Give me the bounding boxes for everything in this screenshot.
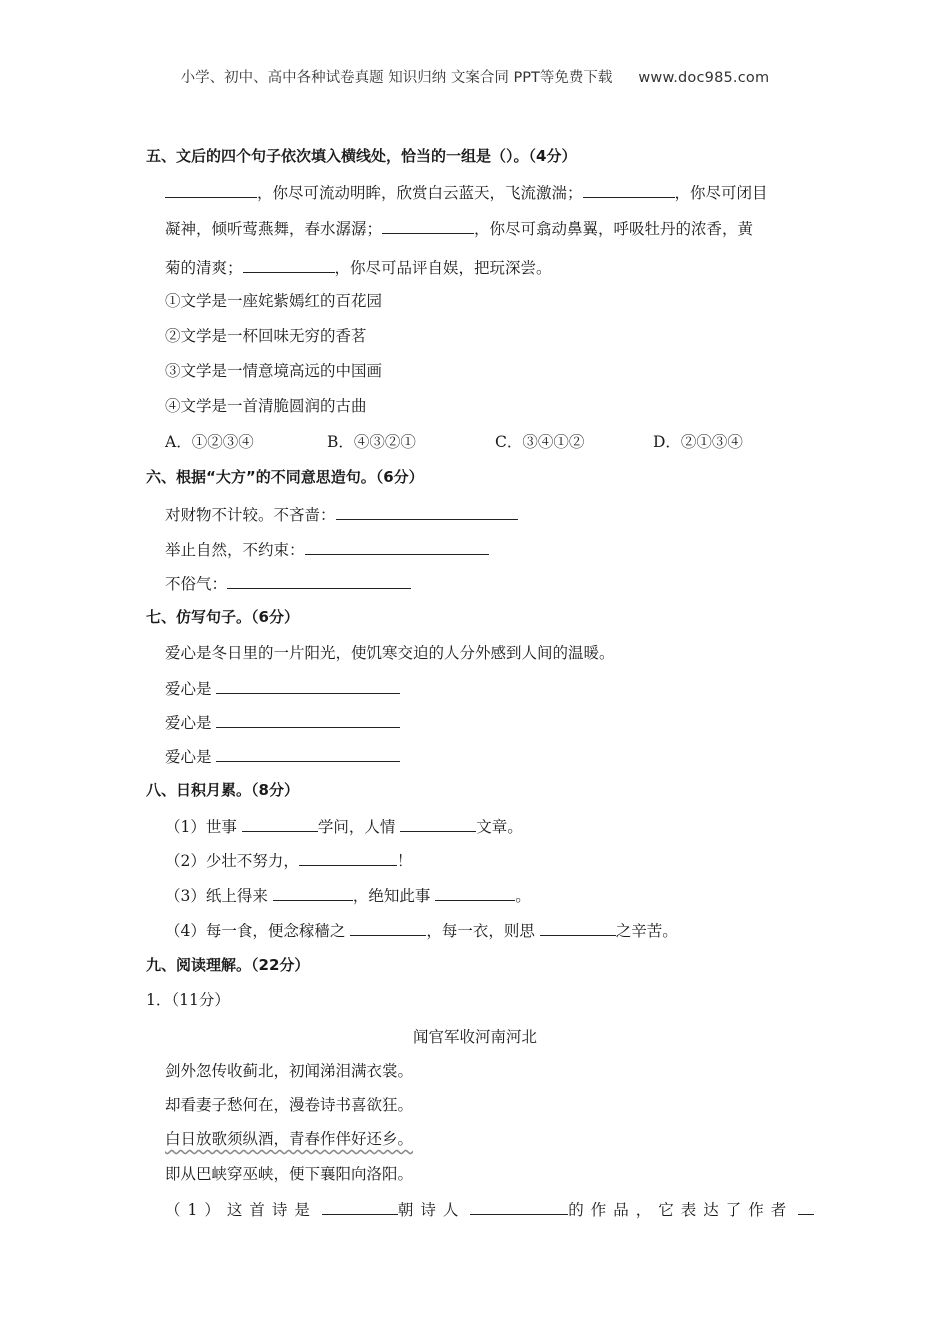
s8-line-4: （4）每一食，便念稼穑之 ，每一衣，则思 之辛苦。 [165,919,678,942]
answer-blank[interactable] [382,217,474,234]
s6-line: 举止自然，不约束： [165,538,489,561]
answer-blank[interactable] [216,677,400,694]
poem-line: 即从巴峡穿巫峡，便下襄阳向洛阳。 [165,1165,414,1183]
answer-blank[interactable] [243,256,335,273]
s6-line: 不俗气： [165,572,411,595]
s5-paragraph-line-3: 菊的清爽； ，你尽可品评自娱，把玩深尝。 [165,256,552,279]
s7-line: 爱心是 [165,677,400,700]
option-a[interactable]: A．①②③④ [165,433,254,451]
answer-blank[interactable] [216,711,400,728]
s9-subquestion-1: （1）这首诗是 朝诗人 的作品，它表达了作者 [165,1198,814,1221]
s5-options [165,431,743,453]
s6-line: 对财物不计较。不吝啬： [165,503,518,526]
s8-line-2: （2）少壮不努力， ！ [165,849,412,872]
section-8-title: 八、日积月累。（8分） [146,781,299,799]
option-b[interactable]: B．④③②① [327,433,416,451]
answer-blank[interactable] [216,745,400,762]
poem-title: 闻官军收河南河北 [412,1028,537,1046]
s7-line: 爱心是 [165,711,400,734]
answer-blank[interactable] [435,884,515,901]
answer-blank[interactable] [540,919,616,936]
answer-blank[interactable] [470,1198,568,1215]
poem-line: 剑外忽传收蓟北，初闻涕泪满衣裳。 [165,1062,414,1080]
answer-blank[interactable] [400,815,476,832]
answer-blank[interactable] [350,919,426,936]
answer-blank[interactable] [299,849,397,866]
answer-blank[interactable] [583,181,675,198]
answer-blank[interactable] [227,572,411,589]
poem-line: 白日放歌须纵酒，青春作伴好还乡。 [165,1130,414,1148]
option-c[interactable]: C．③④①② [495,433,585,451]
answer-blank[interactable] [242,815,318,832]
answer-blank[interactable] [273,884,353,901]
answer-blank[interactable] [798,1198,814,1215]
section-7-title: 七、仿写句子。（6分） [146,608,299,626]
s5-item: ④文学是一首清脆圆润的古曲 [165,397,367,415]
answer-blank[interactable] [336,503,518,520]
s5-paragraph-line-1: ，你尽可流动明眸，欣赏白云蓝天，飞流激湍； ，你尽可闭目 [165,181,768,204]
s5-item: ③文学是一情意境高远的中国画 [165,362,383,380]
poem-line: 却看妻子愁何在，漫卷诗书喜欲狂。 [165,1096,414,1114]
s5-item: ②文学是一杯回味无穷的香茗 [165,327,367,345]
section-9-title: 九、阅读理解。（22分） [146,956,310,974]
answer-blank[interactable] [305,538,489,555]
s7-example: 爱心是冬日里的一片阳光，使饥寒交迫的人分外感到人间的温暖。 [165,644,615,662]
header-url[interactable]: www.doc985.com [638,70,770,86]
s7-line: 爱心是 [165,745,400,768]
s5-item: ①文学是一座姹紫嫣红的百花园 [165,292,383,310]
s8-line-1: （1）世事 学问，人情 文章。 [165,815,523,838]
s5-paragraph-line-2: 凝神，倾听莺燕舞，春水潺潺； ，你尽可翕动鼻翼，呼吸牡丹的浓香，黄 [165,217,753,240]
header-text: 小学、初中、高中各种试卷真题 知识归纳 文案合同 PPT等免费下载 [180,70,613,86]
question-1-label: 1．（11分） [146,991,230,1009]
option-d[interactable]: D．②①③④ [653,433,743,451]
section-5-title: 五、文后的四个句子依次填入横线处，恰当的一组是（）。（4分） [146,147,577,165]
section-6-title: 六、根据“大方”的不同意思造句。（6分） [146,468,424,486]
answer-blank[interactable] [322,1198,398,1215]
answer-blank[interactable] [165,181,257,198]
s8-line-3: （3）纸上得来 ，绝知此事 。 [165,884,531,907]
page-header [0,66,950,87]
